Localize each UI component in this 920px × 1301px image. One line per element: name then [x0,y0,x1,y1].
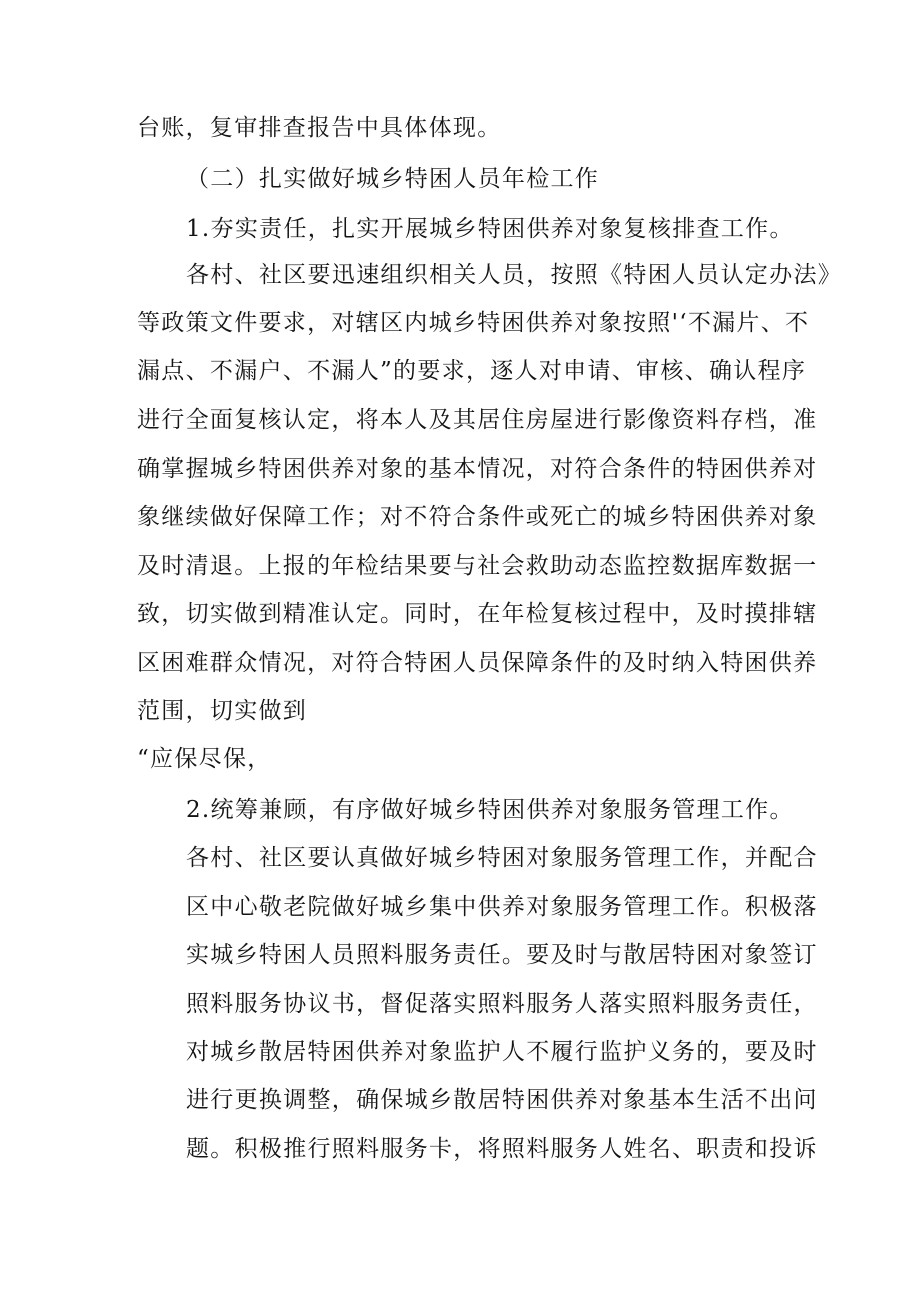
text-line-19: 照料服务协议书，督促落实照料服务人落实照料服务责任， [186,991,818,1017]
subheading-2: 2.统筹兼顾，有序做好城乡特困供养对象服务管理工作。 [186,797,794,823]
text-line-4: 各村、社区要迅速组织相关人员，按照《特困人员认定办法》 [186,262,843,288]
subheading-1: 1.夯实责任，扎实开展城乡特困供养对象复核排查工作。 [186,216,794,242]
text-line-17: 区中心敬老院做好城乡集中供养对象服务管理工作。积极落 [186,894,818,920]
text-line-16: 各村、社区要认真做好城乡特困对象服务管理工作，并配合 [186,845,818,871]
text-line-6: 漏点、不漏户、不漏人”的要求，逐人对申请、审核、确认程序 [137,358,807,384]
text-line-11: 致，切实做到精准认定。同时，在年检复核过程中，及时摸排辖 [137,601,818,627]
text-line-10: 及时清退。上报的年检结果要与社会救助动态监控数据库数据一 [137,553,818,579]
text-line-13: 范围，切实做到 [137,698,308,724]
text-line-14: “应保尽保， [137,746,272,772]
text-line-22: 题。积极推行照料服务卡，将照料服务人姓名、职责和投诉 [186,1136,818,1162]
text-line-20: 对城乡散居特困供养对象监护人不履行监护义务的，要及时 [186,1039,818,1065]
text-line-1: 台账，复审排查报告中具体体现。 [137,115,502,141]
section-heading: （二）扎实做好城乡特困人员年检工作 [186,166,600,192]
text-line-7: 进行全面复核认定，将本人及其居住房屋进行影像资料存档，准 [137,407,818,433]
text-line-12: 区困难群众情况，对符合特困人员保障条件的及时纳入特困供养 [137,650,818,676]
text-line-9: 象继续做好保障工作；对不符合条件或死亡的城乡特困供养对象 [137,504,818,530]
text-line-21: 进行更换调整，确保城乡散居特困供养对象基本生活不出问 [186,1087,818,1113]
text-line-5: 等政策文件要求，对辖区内城乡特困供养对象按照'‘不漏片、不 [137,310,810,336]
text-line-18: 实城乡特困人员照料服务责任。要及时与散居特困对象签订 [186,942,818,968]
text-line-8: 确掌握城乡特困供养对象的基本情况，对符合条件的特困供养对 [137,456,818,482]
